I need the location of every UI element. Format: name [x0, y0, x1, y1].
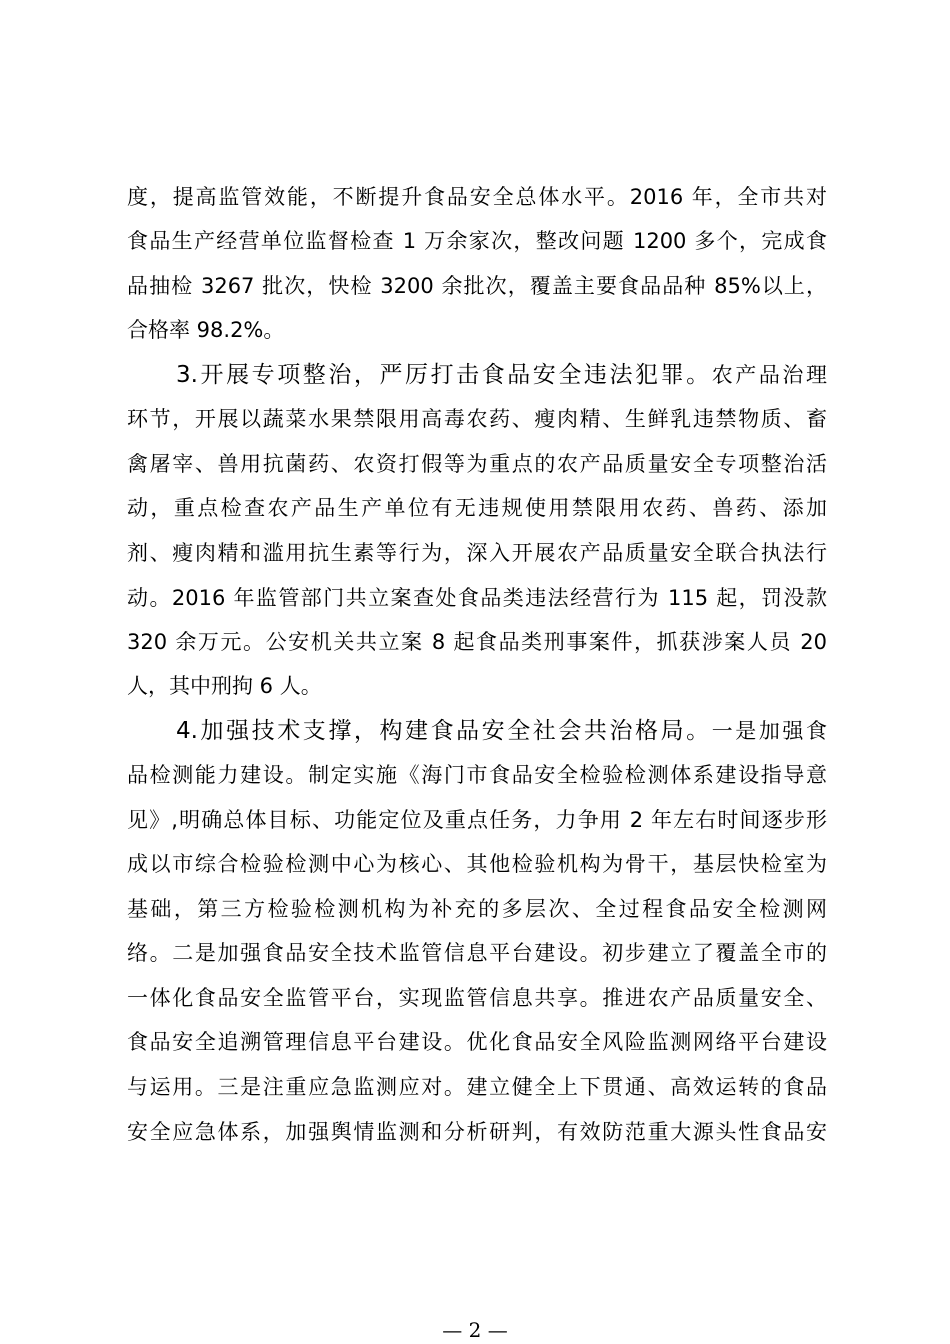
- section-heading: 3.开展专项整治，严厉打击食品安全违法犯罪。: [176, 362, 712, 388]
- text-line: 成以市综合检验检测中心为核心、其他检验机构为骨干，基层快检室为: [127, 852, 827, 876]
- text-line: 食品生产经营单位监督检查 1 万余家次，整改问题 1200 多个，完成食: [127, 229, 827, 253]
- text-line: 见》,明确总体目标、功能定位及重点任务，力争用 2 年左右时间逐步形: [127, 808, 827, 832]
- section-heading: 4.加强技术支撑，构建食品安全社会共治格局。: [176, 718, 712, 744]
- text-line: 剂、瘦肉精和滥用抗生素等行为，深入开展农产品质量安全联合执法行: [127, 541, 827, 565]
- text-line: 动。2016 年监管部门共立案查处食品类违法经营行为 115 起，罚没款: [127, 586, 827, 610]
- text-line: 人，其中刑拘 6 人。: [127, 674, 322, 698]
- text-line: 品抽检 3267 批次，快检 3200 余批次，覆盖主要食品品种 85%以上，: [127, 274, 827, 298]
- text-line: 品检测能力建设。制定实施《海门市食品安全检验检测体系建设指导意: [127, 763, 827, 787]
- text-line: 动，重点检查农产品生产单位有无违规使用禁限用农药、兽药、添加: [127, 496, 827, 520]
- text-line: 食品安全追溯管理信息平台建设。优化食品安全风险监测网络平台建设: [127, 1030, 827, 1054]
- text-line: 320 余万元。公安机关共立案 8 起食品类刑事案件，抓获涉案人员 20: [127, 630, 827, 654]
- text-line: 安全应急体系，加强舆情监测和分析研判，有效防范重大源头性食品安: [127, 1120, 827, 1144]
- paragraph-heading-line: [176, 716, 827, 746]
- text-run: 农产品治理: [711, 363, 827, 387]
- text-line: 与运用。三是注重应急监测应对。建立健全上下贯通、高效运转的食品: [127, 1075, 827, 1099]
- page-number: — 2 —: [442, 1318, 508, 1342]
- paragraph-heading-line: [176, 360, 827, 390]
- text-line: 度，提高监管效能，不断提升食品安全总体水平。2016 年，全市共对: [127, 185, 827, 209]
- text-line: 基础，第三方检验检测机构为补充的多层次、全过程食品安全检测网: [127, 897, 827, 921]
- text-line: 络。二是加强食品安全技术监管信息平台建设。初步建立了覆盖全市的: [127, 941, 827, 965]
- text-run: 一是加强食: [711, 719, 827, 743]
- text-line: 合格率 98.2%。: [127, 318, 285, 342]
- text-line: 环节，开展以蔬菜水果禁限用高毒农药、瘦肉精、生鲜乳违禁物质、畜: [127, 407, 827, 431]
- text-line: 一体化食品安全监管平台，实现监管信息共享。推进农产品质量安全、: [127, 986, 827, 1010]
- text-line: 禽屠宰、兽用抗菌药、农资打假等为重点的农产品质量安全专项整治活: [127, 452, 827, 476]
